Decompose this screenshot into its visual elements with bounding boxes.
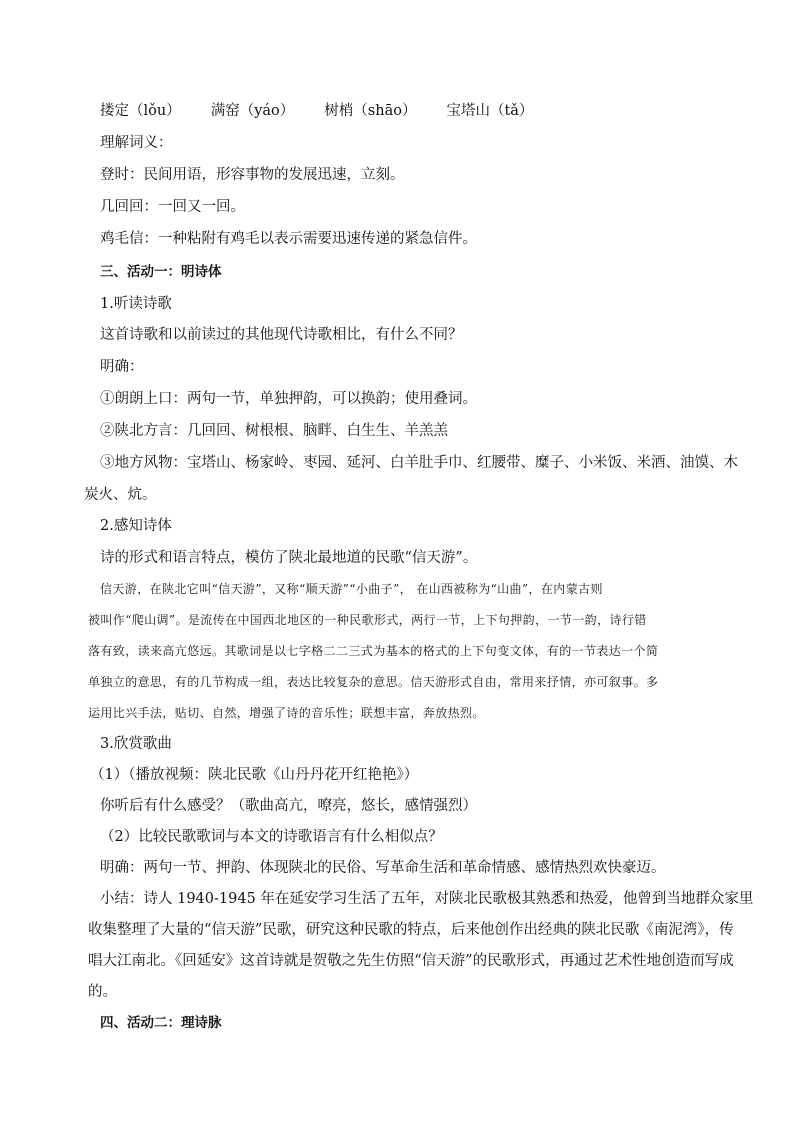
pronunciation-row [100,101,533,121]
answer-point: ①朗朗上口：两句一节，单独押韵，可以换韵；使用叠词。 [100,391,477,407]
body-text: 诗的形式和语言特点，模仿了陕北最地道的民歌“信天游”。 [100,550,478,566]
vocab-item: 鸡毛信：一种粘附有鸡毛以表示需要迅速传递的紧急信件。 [100,231,477,247]
pronunciation-item: 搂定（lǒu） [100,103,181,119]
vocab-heading: 理解词义： [100,135,173,151]
summary-line: 小结：诗人 1940-1945 年在延安学习生活了五年，对陕北民歌极其熟悉和热爱，他曾到当地群众家里 [100,891,754,907]
subsection-heading: 1.听读诗歌 [100,296,172,312]
subsection-heading: 2.感知诗体 [100,518,172,534]
pronunciation-item: 满窑（yáo） [210,103,295,119]
answer-point: ③地方风物：宝塔山、杨家岭、枣园、延河、白羊肚手巾、红腰带、糜子、小米饭、米酒、油馍、木 [100,455,738,471]
summary-line: 唱大江南北。《回延安》这首诗就是贺敬之先生仿照“信天游”的民歌形式，再通过艺术性地创造而写成 [88,953,734,969]
answer-label: 明确： [100,359,144,375]
quote-line: 落有致，读来高亢悠远。其歌词是以七字格二二三式为基本的格式的上下句变文体，有的一节表达一个简 [88,644,659,658]
pronunciation-item: 宝塔山（tǎ） [446,103,534,119]
vocab-item: 几回回：一回又一回。 [100,199,245,215]
summary-line: 的。 [88,984,117,1000]
song-question: 你听后有什么感受？（歌曲高亢，嘹亮，悠长，感情强烈） [100,798,477,814]
section-heading: 四、活动二：理诗脉 [100,1015,222,1031]
subsection-heading: 3.欣赏歌曲 [100,736,172,752]
summary-line: 收集整理了大量的“信天游”民歌，研究这种民歌的特点，后来他创作出经典的陕北民歌《南泥湾》，传 [88,922,734,938]
question-text: 这首诗歌和以前读过的其他现代诗歌相比，有什么不同？ [100,327,463,343]
answer-point-continued: 炭火、炕。 [84,487,157,503]
quote-line: 信天游，在陕北它叫“信天游”，又称“顺天游”“小曲子”， 在山西被称为“山曲”，在内蒙古则 [100,582,603,596]
song-item: （1）（播放视频：陕北民歌《山丹丹花开红艳艳》） [90,767,419,783]
song-item: （2）比较民歌歌词与本文的诗歌语言有什么相似点？ [100,829,443,845]
pronunciation-item: 树梢（shāo） [324,103,417,119]
section-heading: 三、活动一：明诗体 [100,264,222,280]
quote-line: 运用比兴手法，贴切、自然，增强了诗的音乐性；联想丰富，奔放热烈。 [88,706,485,720]
song-answer: 明确：两句一节、押韵、体现陕北的民俗、写革命生活和革命情感、感情热烈欢快豪迈。 [100,860,666,876]
answer-point: ②陕北方言：几回回、树根根、脑畔、白生生、羊羔羔 [100,423,448,439]
quote-line: 被叫作“爬山调”。是流传在中国西北地区的一种民歌形式，两行一节，上下句押韵，一节一韵，诗行错 [88,613,647,627]
vocab-item: 登时：民间用语，形容事物的发展迅速，立刻。 [100,167,405,183]
quote-line: 单独立的意思，有的几节构成一组，表达比较复杂的意思。信天游形式自由，常用来抒情，亦可叙事。多 [88,675,659,689]
